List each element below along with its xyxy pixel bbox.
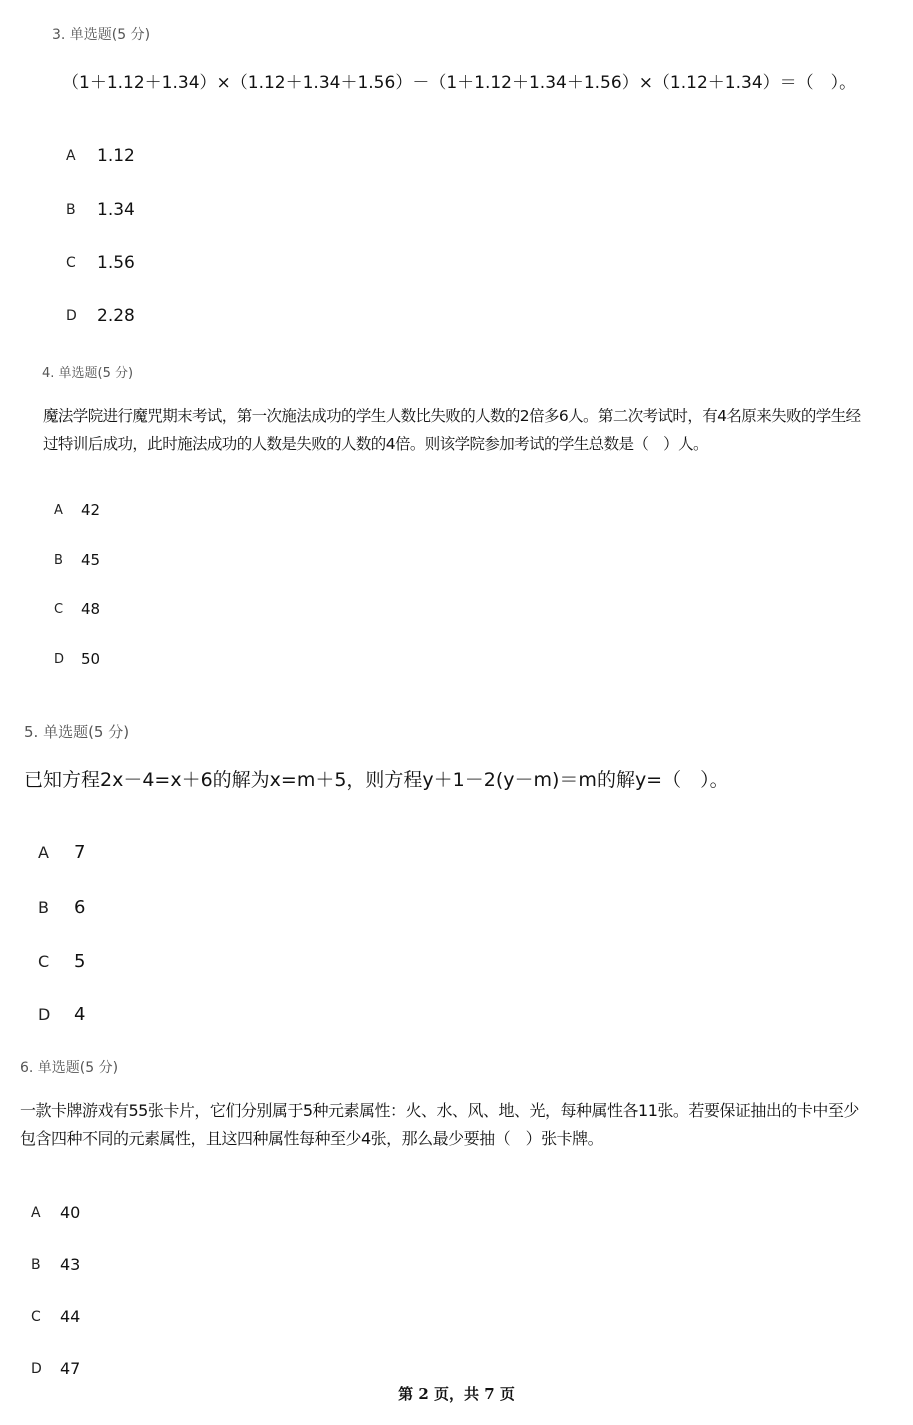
- option-text: 1.56: [97, 253, 135, 273]
- option-letter: B: [66, 202, 76, 218]
- question-4-option-c[interactable]: [54, 600, 100, 618]
- question-6-option-b[interactable]: [31, 1255, 80, 1274]
- question-5-stem: [24, 765, 729, 792]
- question-4-option-a[interactable]: [54, 501, 100, 519]
- option-letter: D: [54, 651, 65, 667]
- option-text: 7: [74, 842, 86, 863]
- option-text: 43: [60, 1255, 81, 1274]
- question-4-stem: [43, 402, 861, 458]
- question-5-stem-line-1: 已知方程2x－4=x＋6的解为x=m＋5，则方程y＋1－2(y－m)＝m的解y=（ ）。: [24, 769, 729, 791]
- question-5-option-a[interactable]: [38, 842, 85, 863]
- option-letter: C: [66, 255, 76, 271]
- question-3-stem: [62, 68, 856, 93]
- option-letter: C: [54, 601, 64, 617]
- question-6-stem-line-2: 包含四种不同的元素属性，且这四种属性每种至少4张，那么最少要抽（ ）张卡牌。: [20, 1129, 604, 1148]
- question-5-option-c[interactable]: [38, 951, 85, 972]
- option-letter: B: [54, 552, 63, 568]
- option-text: 5: [74, 951, 86, 972]
- option-letter: A: [38, 843, 49, 862]
- question-3-option-d[interactable]: [66, 306, 135, 326]
- option-text: 1.12: [97, 146, 135, 166]
- question-6-option-d[interactable]: [31, 1359, 80, 1378]
- question-4-stem-line-2: 过特训后成功，此时施法成功的人数是失败的人数的4倍。则该学院参加考试的学生总数是（ ）人。: [43, 435, 708, 453]
- option-letter: C: [38, 952, 50, 971]
- option-letter: B: [31, 1256, 41, 1273]
- option-letter: C: [31, 1308, 41, 1325]
- question-6-stem-line-1: 一款卡牌游戏有55张卡片，它们分别属于5种元素属性：火、水、风、地、光，每种属性各11张。若要保证抽出的卡中至少: [20, 1101, 859, 1120]
- question-3-option-a[interactable]: [66, 146, 135, 166]
- question-6-option-a[interactable]: [31, 1203, 80, 1222]
- option-text: 6: [74, 897, 86, 918]
- page-footer: 第 2 页，共 7 页: [398, 1385, 515, 1403]
- option-text: 47: [60, 1359, 81, 1378]
- option-text: 50: [81, 650, 101, 668]
- option-text: 45: [81, 551, 101, 569]
- question-3-option-c[interactable]: [66, 253, 135, 273]
- question-3-stem-line-1: （1＋1.12＋1.34）×（1.12＋1.34＋1.56）－（1＋1.12＋1.34＋1.56）×（1.12＋1.34）＝（ ）。: [62, 73, 857, 93]
- option-text: 4: [74, 1004, 86, 1025]
- question-3-option-b[interactable]: [66, 200, 135, 220]
- question-4-header: 4. 单选题(5 分): [42, 366, 134, 381]
- question-6-stem: [20, 1097, 859, 1153]
- option-letter: A: [54, 502, 63, 518]
- question-6-header: 6. 单选题(5 分): [20, 1060, 119, 1076]
- question-4-option-b[interactable]: [54, 551, 100, 569]
- option-text: 40: [60, 1203, 81, 1222]
- option-letter: D: [66, 308, 77, 324]
- question-4-option-d[interactable]: [54, 650, 100, 668]
- question-5-header: 5. 单选题(5 分): [24, 723, 130, 741]
- question-4-stem-line-1: 魔法学院进行魔咒期末考试，第一次施法成功的学生人数比失败的人数的2倍多6人。第二次考试时，有4名原来失败的学生经: [43, 407, 861, 425]
- question-6-option-c[interactable]: [31, 1307, 80, 1326]
- option-letter: A: [31, 1204, 41, 1221]
- option-letter: B: [38, 898, 49, 917]
- option-text: 48: [81, 600, 101, 618]
- option-text: 44: [60, 1307, 81, 1326]
- question-3-header: 3. 单选题(5 分): [52, 27, 151, 43]
- option-letter: D: [31, 1360, 42, 1377]
- question-5-option-b[interactable]: [38, 897, 85, 918]
- question-5-option-d[interactable]: [38, 1004, 85, 1025]
- option-text: 42: [81, 501, 101, 519]
- option-text: 1.34: [97, 200, 135, 220]
- option-letter: A: [66, 148, 76, 164]
- option-letter: D: [38, 1005, 51, 1024]
- option-text: 2.28: [97, 306, 135, 326]
